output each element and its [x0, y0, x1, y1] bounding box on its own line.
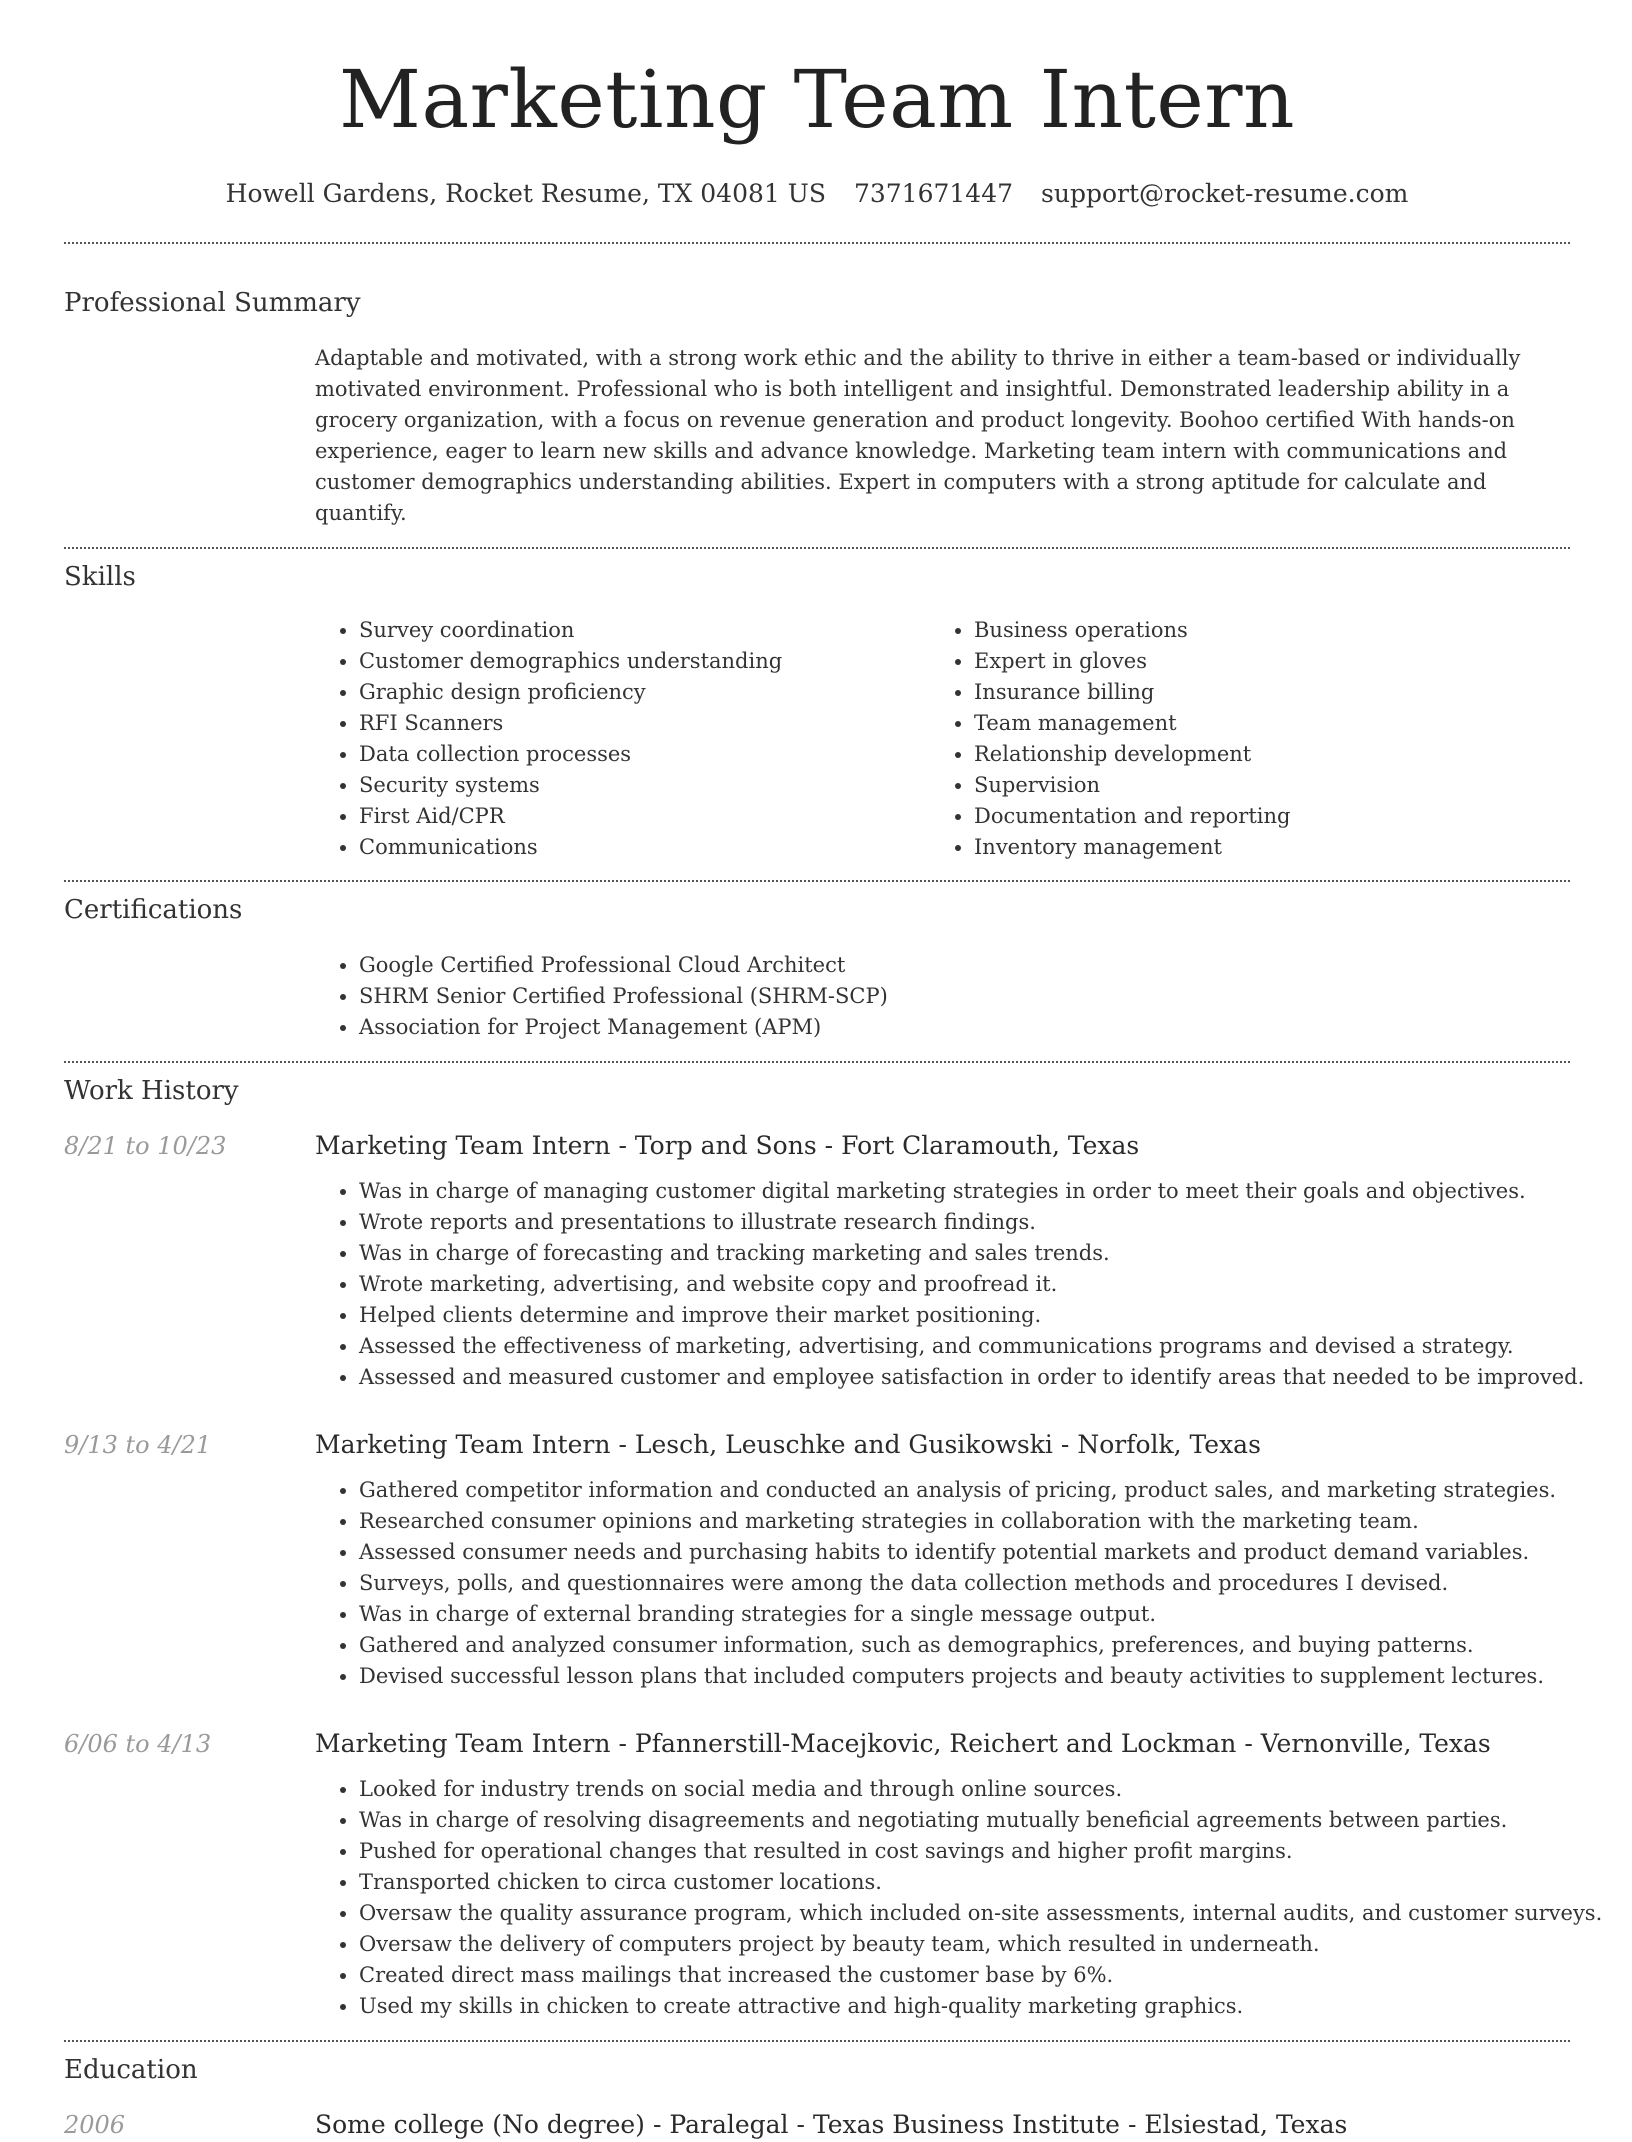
skill-item: • Relationship development: [974, 739, 1545, 770]
skill-item: • Inventory management: [974, 832, 1545, 863]
job-entry: [64, 1727, 1603, 2022]
job-duty: • Created direct mass mailings that increased the customer base by 6%.: [359, 1960, 1570, 1991]
job-duty: • Was in charge of managing customer digital marketing strategies in order to meet their goals and objectives.: [359, 1176, 1570, 1207]
job-title: Marketing Team Intern - Pfannerstill-Macejkovic, Reichert and Lockman - Vernonville, Texas: [315, 1729, 1491, 1758]
skill-item: • Security systems: [359, 770, 930, 801]
skill-item: • Survey coordination: [359, 615, 930, 646]
job-duties: [315, 1774, 1603, 2022]
certification-item: • Google Certified Professional Cloud Architect: [359, 950, 1570, 981]
education-school: Texas Business Institute: [813, 2110, 1120, 2139]
job-duty: • Transported chicken to circa customer locations.: [359, 1867, 1570, 1898]
skill-item: • Team management: [974, 708, 1545, 739]
resume-header: [64, 0, 1570, 210]
certification-item: • SHRM Senior Certified Professional (SHRM-SCP): [359, 981, 1570, 1012]
job-dates: 6/06 to 4/13: [64, 1730, 212, 1758]
job-duty: • Helped clients determine and improve their market positioning.: [359, 1300, 1570, 1331]
job-duties: [315, 1475, 1570, 1692]
job-duty: • Researched consumer opinions and marketing strategies in collaboration with the marketing team.: [359, 1506, 1570, 1537]
job-duty: • Oversaw the quality assurance program, which included on-site assessments, internal audits, and customer surveys.: [359, 1898, 1570, 1929]
skill-item: • RFI Scanners: [359, 708, 930, 739]
section-title: Skills: [64, 562, 136, 592]
job-duty: • Wrote reports and presentations to illustrate research findings.: [359, 1207, 1570, 1238]
skill-item: • Supervision: [974, 770, 1545, 801]
job-duty: • Assessed and measured customer and employee satisfaction in order to identify areas that needed to be improved.: [359, 1362, 1570, 1393]
certification-item: • Association for Project Management (APM): [359, 1012, 1570, 1043]
job-duty: • Wrote marketing, advertising, and website copy and proofread it.: [359, 1269, 1570, 1300]
job-duty: • Gathered and analyzed consumer information, such as demographics, preferences, and buying patterns.: [359, 1630, 1570, 1661]
education-year: 2006: [64, 2111, 126, 2139]
skill-item: • Expert in gloves: [974, 646, 1545, 677]
resume-page: [64, 0, 1603, 2139]
section-education: [64, 2042, 1570, 2142]
skill-item: • First Aid/CPR: [359, 801, 930, 832]
section-skills: [64, 549, 1570, 863]
job-company: Lesch, Leuschke and Gusikowski: [634, 1430, 1053, 1459]
education-location: Elsiestad, Texas: [1144, 2110, 1348, 2139]
job-dates: 9/13 to 4/21: [64, 1431, 212, 1459]
phone: 7371671447: [853, 179, 1014, 208]
job-location: Fort Claramouth, Texas: [841, 1131, 1140, 1160]
skill-item: • Communications: [359, 832, 930, 863]
section-title: Education: [64, 2055, 198, 2085]
job-dates: 8/21 to 10/23: [64, 1132, 227, 1160]
section-work-history: [64, 1063, 1603, 2022]
job-entry: [64, 1129, 1585, 1393]
summary-text: Adaptable and motivated, with a strong work ethic and the ability to thrive in either a team-based or individually motivated environment. Professional who is both intelligent and insightful. Demonstrated leadership ability in a grocery organization, with a focus on revenue generation and product longevity. Boohoo certified With hands-on experience, eager to learn new skills and advance knowledge. Marketing team intern with communications and customer demographics understanding abilities. Expert in computers with a strong aptitude for calculate and quantify.: [315, 346, 1521, 525]
job-duty: • Oversaw the delivery of computers project by beauty team, which resulted in underneath.: [359, 1929, 1570, 1960]
skill-item: • Customer demographics understanding: [359, 646, 930, 677]
job-company: Pfannerstill-Macejkovic, Reichert and Lockman: [634, 1729, 1237, 1758]
skill-item: • Documentation and reporting: [974, 801, 1545, 832]
section-title: Professional Summary: [64, 288, 361, 318]
skill-item: • Graphic design proficiency: [359, 677, 930, 708]
job-role: Marketing Team Intern: [315, 1729, 611, 1758]
skills-list-right: [930, 615, 1545, 863]
job-duty: • Used my skills in chicken to create attractive and high-quality marketing graphics.: [359, 1991, 1570, 2022]
section-title: Work History: [64, 1076, 239, 1106]
job-duties: [315, 1176, 1585, 1393]
job-location: Norfolk, Texas: [1077, 1430, 1261, 1459]
job-role: Marketing Team Intern: [315, 1430, 611, 1459]
job-title: Marketing Team Intern - Lesch, Leuschke and Gusikowski - Norfolk, Texas: [315, 1430, 1261, 1459]
education-entry: [64, 2108, 1570, 2142]
education-field: Paralegal: [669, 2110, 789, 2139]
skill-item: • Data collection processes: [359, 739, 930, 770]
section-certifications: [64, 882, 1570, 1043]
job-company: Torp and Sons: [634, 1131, 817, 1160]
contact-line: [64, 178, 1570, 210]
education-title: Some college (No degree) - Paralegal - Texas Business Institute - Elsiestad, Texas: [315, 2110, 1348, 2139]
section-title: Certifications: [64, 895, 243, 925]
job-title: Marketing Team Intern - Torp and Sons - Fort Claramouth, Texas: [315, 1131, 1140, 1160]
job-role: Marketing Team Intern: [315, 1131, 611, 1160]
job-location: Vernonville, Texas: [1260, 1729, 1491, 1758]
job-duty: • Looked for industry trends on social media and through online sources.: [359, 1774, 1570, 1805]
job-entry: [64, 1428, 1570, 1692]
job-duty: • Assessed the effectiveness of marketing, advertising, and communications programs and devised a strategy.: [359, 1331, 1570, 1362]
job-duty: • Surveys, polls, and questionnaires were among the data collection methods and procedures I devised.: [359, 1568, 1570, 1599]
education-degree: Some college (No degree): [315, 2110, 645, 2139]
job-duty: • Devised successful lesson plans that included computers projects and beauty activities to supplement lectures.: [359, 1661, 1570, 1692]
candidate-name: Marketing Team Intern: [339, 53, 1295, 146]
job-duty: • Assessed consumer needs and purchasing habits to identify potential markets and product demand variables.: [359, 1537, 1570, 1568]
skill-item: • Business operations: [974, 615, 1545, 646]
certifications-list: [315, 950, 1570, 1043]
skill-item: • Insurance billing: [974, 677, 1545, 708]
address: Howell Gardens, Rocket Resume, TX 04081 US: [225, 179, 826, 208]
job-duty: • Was in charge of forecasting and tracking marketing and sales trends.: [359, 1238, 1570, 1269]
job-duty: • Was in charge of resolving disagreements and negotiating mutually beneficial agreements between parties.: [359, 1805, 1570, 1836]
skills-list-left: [315, 615, 930, 863]
job-duty: • Gathered competitor information and conducted an analysis of pricing, product sales, and marketing strategies.: [359, 1475, 1570, 1506]
job-duty: • Was in charge of external branding strategies for a single message output.: [359, 1599, 1570, 1630]
section-professional-summary: [64, 244, 1570, 529]
job-duty: • Pushed for operational changes that resulted in cost savings and higher profit margins.: [359, 1836, 1570, 1867]
email: support@rocket-resume.com: [1041, 179, 1409, 208]
